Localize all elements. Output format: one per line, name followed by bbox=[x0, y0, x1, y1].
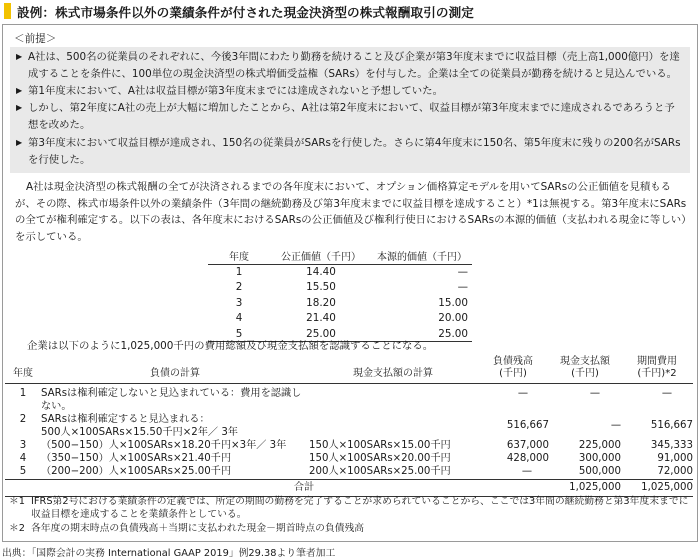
fair-value-cell: 21.40 bbox=[306, 312, 336, 325]
summary-paragraph: 企業は以下のように1,025,000千円の費用総額及び現金支払額を認識することになる。 bbox=[27, 340, 434, 352]
fair-value-cell: 18.20 bbox=[306, 296, 336, 309]
liability-balance-cell: — bbox=[517, 387, 529, 399]
premise-bullet-text: しかし、第2年度にA社の売上が大幅に増加したことから、A社は第2年度末において、収益目標が第3年度末までに達成されるであろうと予想を改めた。 bbox=[28, 102, 675, 131]
intrinsic-value-cell: 25.00 bbox=[372, 326, 472, 342]
premise-box bbox=[10, 47, 690, 173]
year-cell: 5 bbox=[5, 465, 41, 480]
cash-calc-cell bbox=[309, 413, 477, 439]
table-row bbox=[5, 383, 693, 413]
column-header: 年度 bbox=[208, 247, 270, 264]
table-row bbox=[5, 439, 693, 452]
premise-bullet bbox=[16, 83, 683, 100]
title-bar bbox=[0, 0, 700, 22]
column-header: 期間費用 (千円)*2 bbox=[621, 353, 693, 383]
expense-cell: 345,333 bbox=[650, 439, 693, 451]
premise-bullet bbox=[16, 49, 683, 82]
example-frame bbox=[2, 24, 698, 542]
column-header: 現金支払額の計算 bbox=[309, 353, 477, 383]
cash-paid-cell: 500,000 bbox=[549, 465, 621, 480]
total-label: 合計 bbox=[41, 479, 477, 496]
footnotes bbox=[9, 495, 695, 537]
cash-calc-cell bbox=[309, 383, 477, 413]
triangle-bullet-icon: ▶ bbox=[16, 103, 23, 112]
total-spacer bbox=[477, 479, 549, 496]
cash-calc-cell: 200人×100SARs×25.00千円 bbox=[309, 465, 477, 480]
total-row bbox=[5, 479, 693, 496]
footnote-mark: ＊1 bbox=[9, 496, 26, 507]
page-title: 設例：株式市場条件以外の業績条件が付された現金決済型の株式報酬取引の測定 bbox=[17, 4, 474, 20]
column-header: 負債残高 (千円) bbox=[477, 353, 549, 383]
fair-value-table bbox=[208, 247, 472, 342]
premise-label: ＜前提＞ bbox=[14, 33, 57, 45]
intrinsic-value-cell: — bbox=[457, 266, 468, 278]
liability-balance-cell: 516,667 bbox=[506, 420, 549, 431]
table-row bbox=[208, 311, 472, 327]
year-cell: 2 bbox=[19, 413, 27, 425]
table-row bbox=[208, 264, 472, 280]
column-header: 本源的価値（千円） bbox=[372, 247, 472, 264]
source-citation: 出典：「国際会計の実務 International GAAP 2019」例29.38より筆者加工 bbox=[2, 548, 336, 559]
year-cell: 4 bbox=[19, 452, 27, 464]
intrinsic-value-cell: 15.00 bbox=[438, 296, 468, 309]
fair-value-cell: 14.40 bbox=[306, 266, 336, 278]
cash-paid-cell: — bbox=[589, 387, 601, 399]
explanation-paragraph: A社は現金決済型の株式報酬の全てが決済されるまでの各年度末において、オプション価格算定モデルを用いてSARsの公正価値を見積もるが、その際、株式市場条件以外の業績条件（3年間の継続勤務及び第3年度末までに収益目標を達成すること）*1は無視する。第3年度末にSARsの全てが権利確定する。以下の表は、各年度末におけるSARsの公正価値及び権利行使日におけるSARsの本源的価値（支払われる現金に等しい）を示している。 bbox=[15, 181, 687, 243]
year-cell: 4 bbox=[235, 312, 243, 325]
cash-paid-cell: — bbox=[610, 420, 621, 431]
liability-balance-cell: 637,000 bbox=[506, 439, 549, 451]
premise-bullet bbox=[16, 135, 683, 168]
cash-paid-cell: 225,000 bbox=[578, 439, 621, 451]
fair-value-cell: 25.00 bbox=[270, 326, 372, 342]
triangle-bullet-icon: ▶ bbox=[16, 138, 23, 147]
table-row bbox=[208, 295, 472, 311]
total-spacer bbox=[5, 479, 41, 496]
footnote bbox=[9, 522, 695, 535]
cash-calc-cell: 150人×100SARs×15.00千円 bbox=[309, 439, 451, 451]
footnote-text: IFRS第2号における業績条件の定義では、所定の期間の勤務を完了することが求められていることから、ここでは3年間の継続勤務と第3年度末までに収益目標を達成することを業績条件としている。 bbox=[31, 496, 689, 521]
table-row bbox=[5, 452, 693, 465]
column-header: 現金支払額 (千円) bbox=[549, 353, 621, 383]
liability-balance-cell: 428,000 bbox=[506, 452, 549, 464]
table-row bbox=[5, 413, 693, 439]
total-expense: 1,025,000 bbox=[621, 479, 693, 496]
expense-cell: 516,667 bbox=[650, 420, 693, 431]
cash-paid-cell: 300,000 bbox=[578, 452, 621, 464]
liability-calc-cell: （500−150）人×100SARs×18.20千円×3年／ 3年 bbox=[41, 439, 287, 451]
fair-value-cell: 15.50 bbox=[306, 281, 336, 294]
year-cell: 1 bbox=[19, 387, 27, 399]
triangle-bullet-icon: ▶ bbox=[16, 52, 23, 61]
column-header: 負債の計算 bbox=[41, 353, 309, 383]
intrinsic-value-cell: 20.00 bbox=[438, 312, 468, 325]
cash-calc-cell: 150人×100SARs×20.00千円 bbox=[309, 452, 451, 464]
intrinsic-value-cell: — bbox=[457, 281, 468, 294]
year-cell: 3 bbox=[235, 296, 243, 309]
footnote-mark: ＊2 bbox=[9, 523, 26, 535]
footnote-text: 各年度の期末時点の負債残高＋当期に支払われた現金－期首時点の負債残高 bbox=[31, 523, 365, 535]
year-cell: 5 bbox=[208, 326, 270, 342]
total-cash-paid: 1,025,000 bbox=[549, 479, 621, 496]
table-row bbox=[208, 280, 472, 296]
liability-calc-cell: （350−150）人×100SARs×21.40千円 bbox=[41, 452, 232, 464]
column-header: 公正価値（千円） bbox=[270, 247, 372, 264]
column-header: 年度 bbox=[5, 353, 41, 383]
table-row bbox=[5, 465, 693, 480]
title-marker bbox=[4, 3, 11, 19]
year-cell: 2 bbox=[235, 281, 243, 294]
expense-cell: — bbox=[661, 387, 673, 399]
triangle-bullet-icon: ▶ bbox=[16, 86, 23, 95]
liability-balance-cell: — bbox=[477, 465, 549, 480]
premise-bullet-text: 第3年度末において収益目標が達成され、150名の従業員がSARsを行使した。さらに第4年度末に150名、第5年度末に残りの200名がSARsを行使した。 bbox=[28, 137, 681, 166]
expense-table bbox=[5, 353, 693, 497]
year-cell: 3 bbox=[19, 439, 27, 451]
expense-cell: 91,000 bbox=[657, 452, 693, 464]
expense-cell: 72,000 bbox=[621, 465, 693, 480]
premise-bullet-text: A社は、500名の従業員のそれぞれに、今後3年間にわたり勤務を続けること及び企業が第3年度末までに収益目標（売上高1,000億円）を達成することを条件に、100単位の現金決済型の株式増価受益権（SARs）を付与した。企業は全ての従業員が勤務を続けると見込んでいる。 bbox=[28, 51, 680, 80]
liability-calc-cell: SARsは権利確定しないと見込まれている：費用を認識しない。 bbox=[41, 387, 302, 412]
premise-bullet-text: 第1年度末において、A社は収益目標が第3年度末までには達成されないと予想していた。 bbox=[28, 85, 443, 97]
premise-bullet bbox=[16, 100, 683, 133]
year-cell: 1 bbox=[235, 266, 243, 278]
liability-calc-cell: （200−200）人×100SARs×25.00千円 bbox=[41, 465, 309, 480]
footnote bbox=[9, 495, 695, 521]
liability-calc-cell: SARsは権利確定すると見込まれる： 500人×100SARs×15.50千円×2年／ 3年 bbox=[41, 413, 238, 438]
